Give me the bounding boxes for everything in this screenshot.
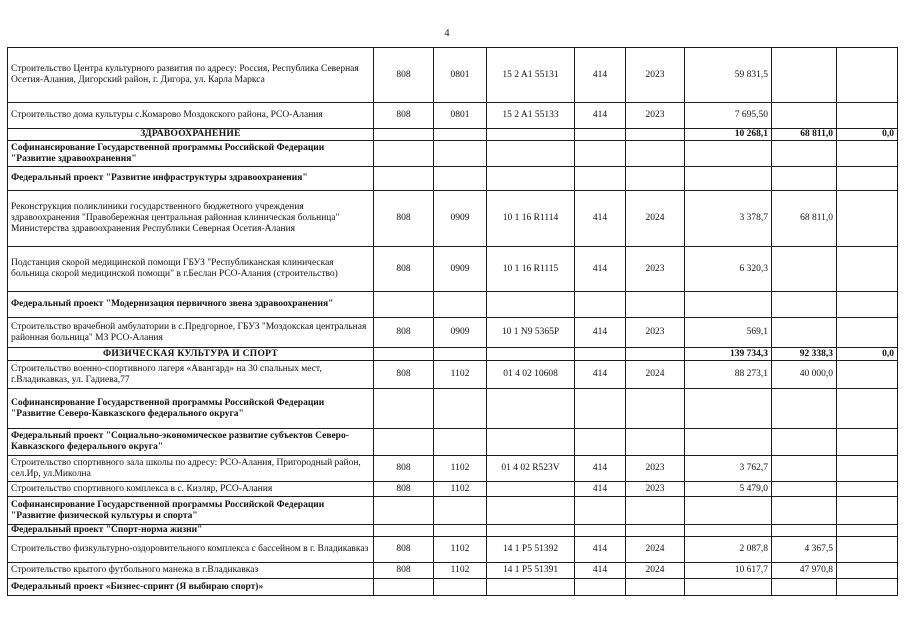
program-row [8, 579, 898, 596]
amount-1-cell: 10 268,1 [685, 129, 772, 141]
amount-3-cell: 0,0 [837, 348, 898, 361]
grbs-code-cell: 808 [374, 563, 434, 579]
amount-2-cell: 4 367,5 [772, 537, 837, 563]
budget-table [7, 47, 898, 596]
section-code-cell: 0909 [434, 191, 487, 247]
amount-2-cell: 68 811,0 [772, 129, 837, 141]
amount-3-cell [837, 103, 898, 129]
amount-2-cell [772, 167, 837, 191]
amount-3-cell [837, 537, 898, 563]
expense-type-cell: 414 [575, 103, 626, 129]
target-article-cell [487, 129, 575, 141]
section-code-cell [434, 348, 487, 361]
grbs-code-cell [374, 141, 434, 167]
grbs-code-cell [374, 497, 434, 525]
object-name-cell: Строительство врачебной амбулатории в с.Предгорное, ГБУЗ "Моздокская центральная районная больница" МЗ РСО-Алания [8, 318, 374, 348]
program-row [8, 141, 898, 167]
amount-1-cell: 139 734,3 [685, 348, 772, 361]
expense-type-cell [575, 141, 626, 167]
amount-1-cell [685, 429, 772, 456]
amount-1-cell: 88 273,1 [685, 361, 772, 389]
amount-2-cell [772, 48, 837, 103]
grbs-code-cell [374, 579, 434, 596]
expense-type-cell: 414 [575, 482, 626, 497]
amount-3-cell [837, 167, 898, 191]
year-cell: 2023 [626, 318, 685, 348]
target-article-cell: 01 4 02 R523V [487, 456, 575, 482]
object-name-cell: Федеральный проект "Развитие инфраструктуры здравоохранения" [8, 167, 374, 191]
year-cell: 2024 [626, 361, 685, 389]
target-article-cell [487, 525, 575, 537]
expense-type-cell: 414 [575, 48, 626, 103]
amount-1-cell [685, 579, 772, 596]
amount-2-cell [772, 247, 837, 292]
expense-type-cell [575, 497, 626, 525]
amount-1-cell [685, 167, 772, 191]
program-row [8, 525, 898, 537]
program-row [8, 167, 898, 191]
amount-1-cell [685, 497, 772, 525]
year-cell: 2023 [626, 247, 685, 292]
object-name-cell: Строительство Центра культурного развития по адресу: Россия, Республика Северная Осетия-Алания, Дигорский район, г. Дигора, ул. Карла Маркса [8, 48, 374, 103]
table-row [8, 103, 898, 129]
year-cell: 2023 [626, 48, 685, 103]
target-article-cell: 10 1 16 R1115 [487, 247, 575, 292]
year-cell: 2024 [626, 537, 685, 563]
amount-2-cell: 40 000,0 [772, 361, 837, 389]
expense-type-cell [575, 292, 626, 318]
grbs-code-cell [374, 389, 434, 429]
amount-1-cell: 59 831,5 [685, 48, 772, 103]
amount-1-cell [685, 141, 772, 167]
amount-3-cell [837, 318, 898, 348]
object-name-cell: Федеральный проект "Модернизация первичного звена здравоохранения" [8, 292, 374, 318]
amount-1-cell [685, 525, 772, 537]
amount-3-cell [837, 361, 898, 389]
expense-type-cell: 414 [575, 191, 626, 247]
expense-type-cell [575, 525, 626, 537]
amount-3-cell [837, 292, 898, 318]
section-code-cell: 0801 [434, 103, 487, 129]
year-cell: 2023 [626, 482, 685, 497]
amount-2-cell [772, 292, 837, 318]
table-row [8, 361, 898, 389]
target-article-cell: 15 2 A1 55133 [487, 103, 575, 129]
year-cell [626, 141, 685, 167]
year-cell: 2023 [626, 456, 685, 482]
section-code-cell: 1102 [434, 456, 487, 482]
target-article-cell [487, 579, 575, 596]
expense-type-cell [575, 167, 626, 191]
object-name-cell: Подстанция скорой медицинской помощи ГБУЗ "Республиканская клиническая больница скорой медицинской помощи" в г.Беслан РСО-Алания (строительство) [8, 247, 374, 292]
section-code-cell: 0909 [434, 247, 487, 292]
table-row [8, 247, 898, 292]
grbs-code-cell [374, 525, 434, 537]
amount-2-cell [772, 389, 837, 429]
amount-3-cell [837, 191, 898, 247]
year-cell: 2024 [626, 563, 685, 579]
section-code-cell [434, 292, 487, 318]
target-article-cell [487, 348, 575, 361]
amount-2-cell: 92 338,3 [772, 348, 837, 361]
program-row [8, 389, 898, 429]
amount-2-cell [772, 318, 837, 348]
grbs-code-cell: 808 [374, 318, 434, 348]
amount-3-cell [837, 579, 898, 596]
target-article-cell [487, 429, 575, 456]
object-name-cell: Строительство военно-спортивного лагеря «Авангард» на 30 спальных мест, г.Владикавказ, ул. Гадиева,77 [8, 361, 374, 389]
amount-1-cell: 569,1 [685, 318, 772, 348]
object-name-cell: Реконструкция поликлиники государственного бюджетного учреждения здравоохранения "Правобережная центральная районная клиническая больница" Министерства здравоохранения Республики Северная Осетия-Алания [8, 191, 374, 247]
expense-type-cell: 414 [575, 318, 626, 348]
page-number: 4 [444, 28, 450, 39]
target-article-cell: 15 2 A1 55131 [487, 48, 575, 103]
amount-3-cell [837, 482, 898, 497]
object-name-cell: Федеральный проект "Спорт-норма жизни" [8, 525, 374, 537]
amount-1-cell [685, 389, 772, 429]
table-row [8, 563, 898, 579]
program-row [8, 429, 898, 456]
target-article-cell [487, 482, 575, 497]
object-name-cell: Строительство спортивного комплекса в с. Кизляр, РСО-Алания [8, 482, 374, 497]
amount-3-cell [837, 525, 898, 537]
year-cell [626, 292, 685, 318]
amount-1-cell: 6 320,3 [685, 247, 772, 292]
section-code-cell: 0909 [434, 318, 487, 348]
section-code-cell [434, 525, 487, 537]
amount-3-cell [837, 48, 898, 103]
year-cell [626, 348, 685, 361]
amount-3-cell [837, 497, 898, 525]
section-code-cell [434, 167, 487, 191]
grbs-code-cell: 808 [374, 48, 434, 103]
grbs-code-cell [374, 129, 434, 141]
target-article-cell [487, 389, 575, 429]
expense-type-cell: 414 [575, 247, 626, 292]
target-article-cell: 10 1 16 R1114 [487, 191, 575, 247]
section-code-cell: 1102 [434, 563, 487, 579]
amount-2-cell [772, 456, 837, 482]
object-name-cell: Софинансирование Государственной программы Российской Федерации "Развитие здравоохранения" [8, 141, 374, 167]
grbs-code-cell: 808 [374, 103, 434, 129]
target-article-cell: 10 1 N9 5365P [487, 318, 575, 348]
expense-type-cell [575, 579, 626, 596]
amount-3-cell [837, 563, 898, 579]
program-row [8, 292, 898, 318]
object-name-cell: Строительство дома культуры с.Комарово Моздокского района, РСО-Алания [8, 103, 374, 129]
grbs-code-cell: 808 [374, 191, 434, 247]
section-code-cell [434, 497, 487, 525]
section-row [8, 129, 898, 141]
object-name-cell: ЗДРАВООХРАНЕНИЕ [8, 129, 374, 141]
expense-type-cell: 414 [575, 361, 626, 389]
section-row [8, 348, 898, 361]
expense-type-cell [575, 389, 626, 429]
amount-2-cell [772, 103, 837, 129]
year-cell [626, 525, 685, 537]
section-code-cell: 1102 [434, 361, 487, 389]
amount-2-cell [772, 497, 837, 525]
section-code-cell [434, 129, 487, 141]
amount-3-cell [837, 429, 898, 456]
amount-3-cell [837, 141, 898, 167]
section-code-cell [434, 429, 487, 456]
expense-type-cell: 414 [575, 456, 626, 482]
amount-3-cell [837, 456, 898, 482]
year-cell: 2023 [626, 103, 685, 129]
year-cell [626, 129, 685, 141]
grbs-code-cell: 808 [374, 456, 434, 482]
amount-1-cell: 5 479,0 [685, 482, 772, 497]
target-article-cell [487, 141, 575, 167]
object-name-cell: Строительство спортивного зала школы по адресу: РСО-Алания, Пригородный район, сел.Ир, ул.Миколна [8, 456, 374, 482]
object-name-cell: Строительство физкультурно-оздоровительного комплекса с бассейном в г. Владикавказ [8, 537, 374, 563]
grbs-code-cell [374, 348, 434, 361]
year-cell [626, 579, 685, 596]
amount-2-cell: 47 970,8 [772, 563, 837, 579]
amount-1-cell: 3 378,7 [685, 191, 772, 247]
amount-3-cell: 0,0 [837, 129, 898, 141]
target-article-cell: 14 1 P5 51392 [487, 537, 575, 563]
table-row [8, 318, 898, 348]
amount-1-cell: 3 762,7 [685, 456, 772, 482]
year-cell [626, 167, 685, 191]
table-row [8, 191, 898, 247]
section-code-cell: 1102 [434, 482, 487, 497]
object-name-cell: Федеральный проект "Социально-экономическое развитие субъектов Северо-Кавказского федерального округа" [8, 429, 374, 456]
object-name-cell: Строительство крытого футбольного манежа в г.Владикавказ [8, 563, 374, 579]
amount-3-cell [837, 247, 898, 292]
section-code-cell [434, 141, 487, 167]
table-row [8, 48, 898, 103]
expense-type-cell: 414 [575, 537, 626, 563]
grbs-code-cell: 808 [374, 537, 434, 563]
amount-2-cell [772, 579, 837, 596]
year-cell: 2024 [626, 191, 685, 247]
amount-1-cell: 2 087,8 [685, 537, 772, 563]
expense-type-cell [575, 129, 626, 141]
year-cell [626, 497, 685, 525]
grbs-code-cell: 808 [374, 361, 434, 389]
table-row [8, 482, 898, 497]
year-cell [626, 389, 685, 429]
amount-2-cell [772, 141, 837, 167]
section-code-cell: 0801 [434, 48, 487, 103]
target-article-cell [487, 497, 575, 525]
amount-2-cell: 68 811,0 [772, 191, 837, 247]
object-name-cell: Федеральный проект «Бизнес-спринт (Я выбираю спорт)» [8, 579, 374, 596]
amount-2-cell [772, 525, 837, 537]
grbs-code-cell [374, 292, 434, 318]
year-cell [626, 429, 685, 456]
target-article-cell: 01 4 02 10608 [487, 361, 575, 389]
amount-1-cell: 7 695,50 [685, 103, 772, 129]
target-article-cell [487, 167, 575, 191]
target-article-cell: 14 1 P5 51391 [487, 563, 575, 579]
section-code-cell: 1102 [434, 537, 487, 563]
object-name-cell: ФИЗИЧЕСКАЯ КУЛЬТУРА И СПОРТ [8, 348, 374, 361]
expense-type-cell [575, 348, 626, 361]
program-row [8, 497, 898, 525]
grbs-code-cell [374, 429, 434, 456]
expense-type-cell: 414 [575, 563, 626, 579]
expense-type-cell [575, 429, 626, 456]
target-article-cell [487, 292, 575, 318]
table-row [8, 456, 898, 482]
amount-1-cell: 10 617,7 [685, 563, 772, 579]
section-code-cell [434, 579, 487, 596]
object-name-cell: Софинансирование Государственной программы Российской Федерации "Развитие Северо-Кавказского федерального округа" [8, 389, 374, 429]
grbs-code-cell [374, 167, 434, 191]
grbs-code-cell: 808 [374, 482, 434, 497]
table-row [8, 537, 898, 563]
object-name-cell: Софинансирование Государственной программы Российской Федерации "Развитие физической культуры и спорта" [8, 497, 374, 525]
grbs-code-cell: 808 [374, 247, 434, 292]
section-code-cell [434, 389, 487, 429]
amount-3-cell [837, 389, 898, 429]
amount-2-cell [772, 429, 837, 456]
amount-1-cell [685, 292, 772, 318]
amount-2-cell [772, 482, 837, 497]
